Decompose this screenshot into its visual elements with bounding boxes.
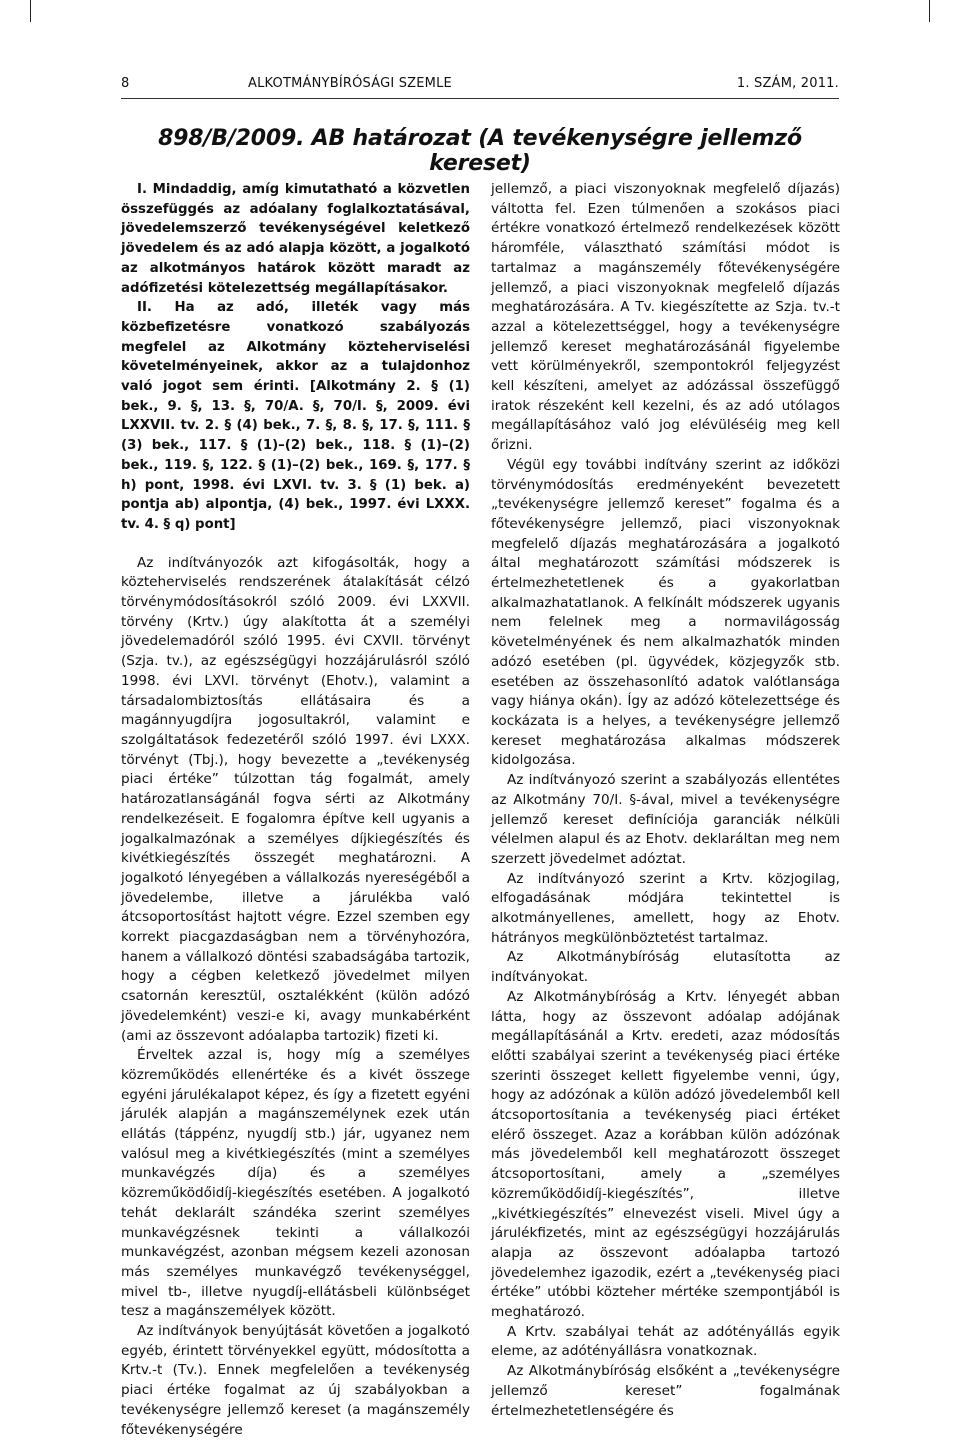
body-paragraph: Az Alkotmánybíróság elutasította az indítványokat. bbox=[491, 949, 840, 986]
left-column bbox=[121, 180, 470, 1440]
body-paragraph: Az indítványozók azt kifogásolták, hogy a közteherviselés rendszerének átalakítását célzó törvénymódosításokról szóló 2009. évi LXXVII. törvény (Krtv.) úgy alakította át a személyi jövedelemadóról szóló 1995. évi CXVII. törvényt (Szja. tv.), az egészségügyi hozzájárulásról szóló 1998. évi LXVI. törvényt (Ehotv.), valamint a társadalombiztosítás ellátásaira és a magánnyugdíjra jogosultakról, valamint e szolgáltatások fedezetéről szóló 1997. évi LXXX. törvényt (Tbj.), hogy bevezette a „tevékenység piaci értéke” túlzottan tág fogalmát, amely határozatlanságánál fogva sérti az Alkotmány rendelkezéseit. E fogalomra építve kell ugyanis a jogalkalmazónak a személyes díjkiegészítés és kivétkiegészítés összegét meghatározni. A jogalkotó lényegében a vállalkozás nyereségéből a jövedelembe, illetve a járulékba való átcsoportosítást hajtott végre. Ezzel szemben egy korrekt piacgazdaságban nem a törvényhozóra, hanem a vállalkozó döntési szabadságába tartozik, hogy a cégben keletkező jövedelmet milyen csatornán keresztül, osztalékként (külön adózó jövedelemként) veszi-e ki, avagy munkabérként (ami az összevont adóalapba tartozik) fizeti ki. bbox=[121, 554, 470, 1044]
body-paragraph: jellemző, a piaci viszonyoknak megfelelő díjazás) váltotta fel. Ezen túlmenően a szokásos piaci értékre vonatkozó értelmező rendelkezések között háromféle, választható számítási módot is tartalmaz a magánszemély főtevékenységére jellemző, a piaci viszonyoknak megfelelő díjazás meghatározására. A Tv. kiegészítette az Szja. tv.-t azzal a kötelezettséggel, hogy a tevékenységre jellemző kereset meghatározásánál figyelembe vett körülményekről, szempontokról feljegyzést kell készíteni, amelyet az adózással összefüggő iratok részeként kell kezelni, és az adó utólagos megállapításához való jog elévüléséig meg kell őrizni. bbox=[491, 181, 840, 454]
headnote-2: II. Ha az adó, illeték vagy más közbefizetésre vonatkozó szabályozás megfelel az Alkotmány közteherviselési követelményeinek, akkor az a tulajdonhoz való jogot sem érinti. [Alkotmány 2. § (1) bek., 9. §, 13. §, 70/A. §, 70/I. §, 2009. évi LXXVII. tv. 2. § (4) bek., 7. §, 8. §, 17. §, 111. § (3) bek., 117. § (1)–(2) bek., 118. § (1)–(2) bek., 119. §, 122. § (1)–(2) bek., 169. §, 177. § h) pont, 1998. évi LXVI. tv. 3. § (1) bek. a) pontja ab) alpontja, (4) bek., 1997. évi LXXX. tv. 4. § q) pont] bbox=[121, 300, 470, 532]
body-paragraph: A Krtv. szabályai tehát az adótényállás egyik eleme, az adótényállásra vonatkoznak. bbox=[491, 1323, 840, 1360]
page-number: 8 bbox=[121, 76, 130, 91]
crop-mark-left bbox=[30, 0, 31, 22]
right-column bbox=[491, 180, 840, 1421]
running-header bbox=[121, 76, 839, 94]
crop-mark-right bbox=[929, 0, 930, 22]
body-paragraph: Végül egy további indítvány szerint az időközi törvénymódosítás eredményeként bevezetett „tevékenységre jellemző kereset” fogalma és a főtevékenységre jellemző, piaci viszonyoknak megfelelő díjazás meghatározására a jogalkotó által meghatározott számítási módszerek is értelmezhetetlenek és a gyakorlatban alkalmazhatatlanok. A felkínált módszerek ugyanis nem felelnek meg a normavilágosság követelményének és nem alkalmazhatók minden adózó esetében (pl. ügyvédek, közjegyzők stb. esetében az összehasonlító adatok valótlansága vagy hiánya okán). Így az adózó kötelezettsége és kockázata is a helyes, a tevékenységre jellemző kereset meghatározása alkalmas módszerek kidolgozása. bbox=[491, 456, 840, 769]
decision-title: 898/B/2009. AB határozat (A tevékenységre jellemző kereset) bbox=[158, 126, 802, 176]
body-paragraph: Az indítványozó szerint a Krtv. közjogilag, elfogadásának módjára tekintettel is alkotmányellenes, amellett, hogy az Ehotv. hátrányos megkülönböztetést tartalmaz. bbox=[491, 870, 840, 946]
body-paragraph: Az indítványozó szerint a szabályozás ellentétes az Alkotmány 70/I. §-ával, mivel a tevékenységre jellemző kereset definíciója garanciák nélküli vélelmen alapul és az Ehotv. deklaráltan meg nem szerzett jövedelmet adóztat. bbox=[491, 772, 840, 867]
issue-label: 1. SZÁM, 2011. bbox=[736, 76, 839, 91]
body-paragraph: Érveltek azzal is, hogy míg a személyes közreműködés ellenértéke és a kivét összege egyéni járulékalapot képez, és így a fizetett egyéni járulék alapján a magánszemélynek ezek után ellátás (táppénz, nyugdíj stb.) jár, ugyanez nem valósul meg a kivétkiegészítés (mint a személyes munkavégzés díja) és a személyes közreműködőidíj-kiegészítés esetében. A jogalkotó tehát deklarált szándéka szerint személyes munkavégzésnek tekinti a vállalkozói munkavégzést, azonban mégsem kezeli azonosan más személyes munkavégző tevékenységgel, mivel tb-, illetve nyugdíj-ellátásbeli különbséget tesz a magánszemélyek között. bbox=[121, 1047, 470, 1320]
body-paragraph: Az Alkotmánybíróság elsőként a „tevékenységre jellemző kereset” fogalmának értelmezhetetlenségére és bbox=[491, 1363, 840, 1419]
headnote-1: I. Mindaddig, amíg kimutatható a közvetlen összefüggés az adóalany foglalkoztatásával, jövedelemszerző tevékenységével keletkező jövedelem és az adó alapja között, a jogalkotó az alkotmányos határok között maradt az adófizetési kötelezettség megállapításakor. bbox=[121, 182, 470, 296]
header-rule bbox=[121, 98, 839, 99]
body-paragraph: Az Alkotmánybíróság a Krtv. lényegét abban látta, hogy az összevont adóalap adójának megállapításánál a Krtv. eredeti, azaz módosítás előtti szabályai szerint a tevékenység piaci értéke szerinti összeget kellett figyelembe venni, úgy, hogy az adózónak a külön adózó jövedelemből kell átcsoportosítania a tevékenység piaci értéket elérő összeget. Azaz a korábban külön adózónak más jövedelemből kell meghatározott összeget átcsoportosítani, amely a „személyes közreműködőidíj-kiegészítés”, illetve „kivétkiegészítés” elnevezést viseli. Mivel úgy a járulékfizetés, mint az egészségügyi hozzájárulás alapja az összevont adóalapba tartozó jövedelemhez igazodik, ezért a „tevékenység piaci értéke” utóbbi közteher mértéke szempontjából is meghatározó. bbox=[491, 988, 840, 1321]
journal-title: ALKOTMÁNYBÍRÓSÁGI SZEMLE bbox=[248, 76, 452, 91]
body-paragraph: Az indítványok benyújtását követően a jogalkotó egyéb, érintett törvényekkel együtt, módosította a Krtv.-t (Tv.). Ennek megfelelően a tevékenység piaci értéke fogalmat az új szabályokban a tevékenységre jellemző kereset (a magánszemély főtevékenységére bbox=[121, 1323, 470, 1438]
